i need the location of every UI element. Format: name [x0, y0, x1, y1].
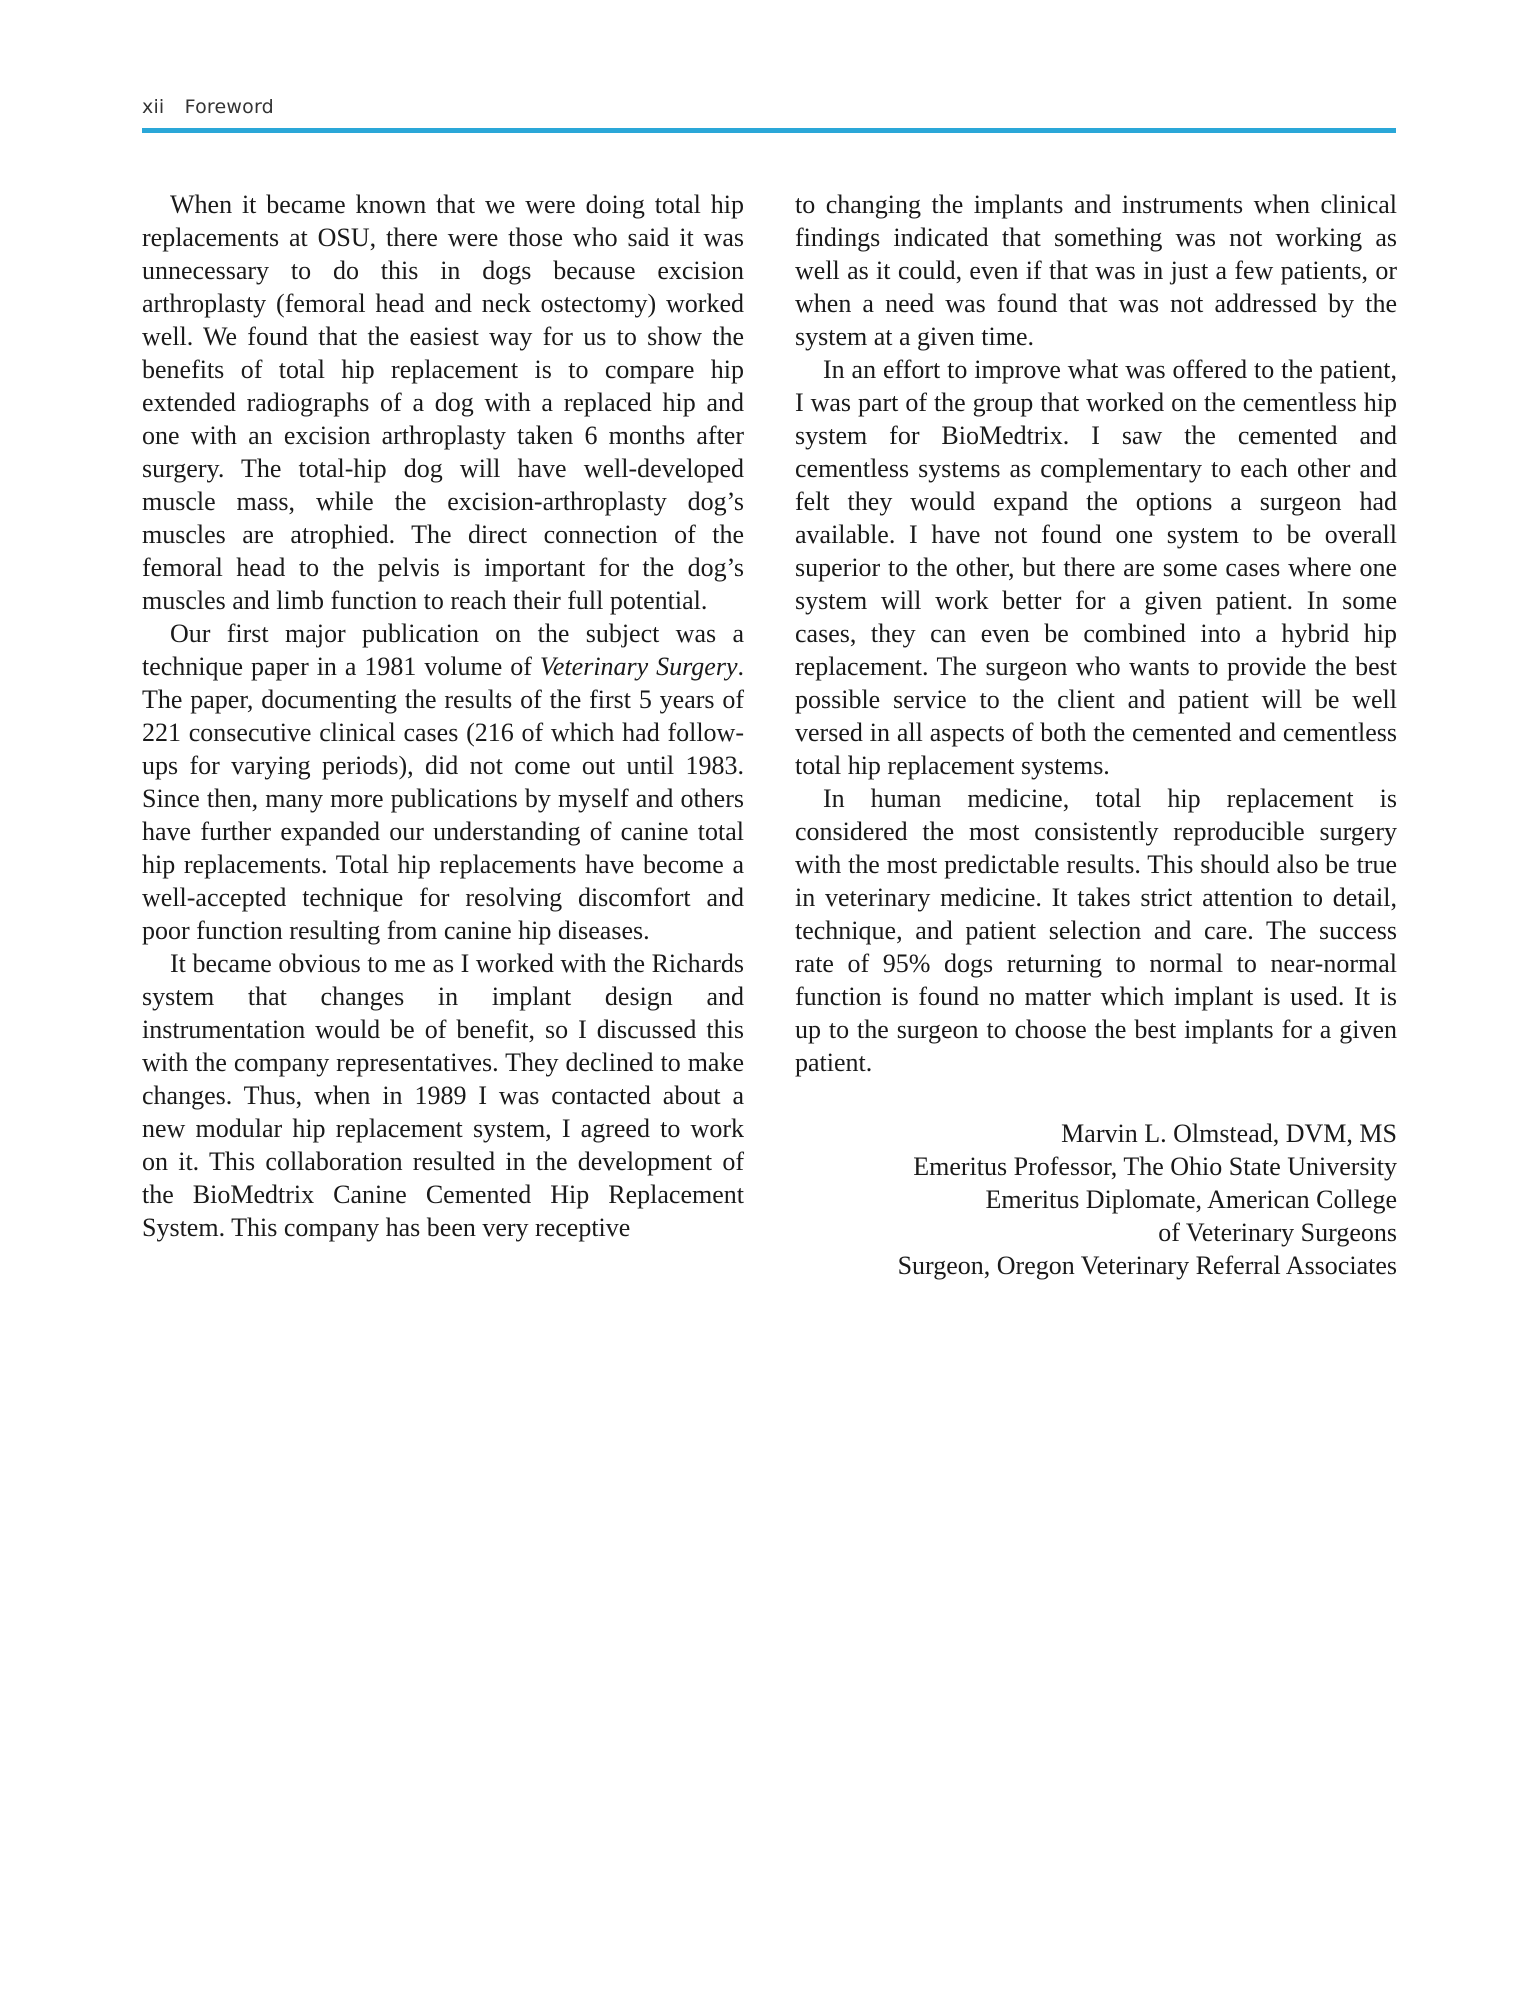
author-affiliation: Surgeon, Oregon Veterinary Referral Associates	[897, 1251, 1397, 1280]
author-affiliation: Emeritus Professor, The Ohio State University	[913, 1152, 1397, 1181]
header-rule	[142, 128, 1396, 133]
paragraph-human-medicine: In human medicine, total hip replacement is considered the most consistently reproducible surgery with the most predictable results. This should also be true in veterinary medicine. It takes strict attention to detail, technique, and patient selection and care. The success rate of 95% dogs returning to normal to near-normal function is found no matter which implant is used. It is up to the surgeon to choose the best implants for a given patient.	[795, 784, 1397, 1077]
paragraph-cementless-system: In an effort to improve what was offered to the patient, I was part of the group that worked on the cementless hip system for BioMedtrix. I saw the cemented and cementless systems as complementary to each other and felt they would expand the options a surgeon had available. I have not found one system to be overall superior to the other, but there are some cases where one system will work better for a given patient. In some cases, they can even be combined into a hybrid hip replacement. The surgeon who wants to provide the best possible service to the client and patient will be well versed in all aspects of both the cemented and cementless total hip replacement systems.	[795, 355, 1397, 780]
author-affiliation: Emeritus Diplomate, American College	[985, 1185, 1397, 1214]
paragraph-osu-hip-replacements: When it became known that we were doing total hip replacements at OSU, there were those who said it was unnecessary to do this in dogs because excision arthroplasty (femoral head and neck ostectomy) worked well. We found that the easiest way for us to show the benefits of total hip replacement is to compare hip extended radiographs of a dog with a replaced hip and one with an excision arthroplasty taken 6 months after surgery. The total-hip dog will have well-developed muscle mass, while the excision-arthroplasty dog’s muscles are atrophied. The direct connection of the femoral head to the pelvis is important for the dog’s muscles and limb function to reach their full potential.	[142, 190, 744, 615]
paragraph-text: Our first major publication on the subject was a technique paper in a 1981 volume of	[142, 619, 744, 681]
author-affiliation: of Veterinary Surgeons	[1158, 1218, 1397, 1247]
paragraph-text: . The paper, documenting the results of the first 5 years of 221 consecutive clinical cases (216 of which had follow-ups for varying periods), did not come out until 1983. Since then, many more publications by myself and others have further expanded our understanding of canine total hip replacements. Total hip replacements have become a well-accepted technique for resolving discomfort and poor function resulting from canine hip diseases.	[142, 652, 744, 945]
running-head	[142, 96, 274, 118]
left-column	[142, 188, 744, 1244]
section-title: Foreword	[184, 96, 274, 118]
journal-title: Veterinary Surgery	[539, 652, 738, 681]
paragraph-first-publication	[142, 617, 744, 947]
author-name: Marvin L. Olmstead, DVM, MS	[1061, 1119, 1397, 1148]
page-number: xii	[142, 96, 165, 118]
paragraph-richards-system: It became obvious to me as I worked with the Richards system that changes in implant design and instrumentation would be of benefit, so I discussed this with the company representatives. They declined to make changes. Thus, when in 1989 I was contacted about a new modular hip replacement system, I agreed to work on it. This collaboration resulted in the development of the BioMedtrix Canine Cemented Hip Replacement System. This company has been very receptive	[142, 949, 744, 1242]
right-column	[795, 188, 1397, 1282]
signature-block	[795, 1117, 1397, 1282]
paragraph-continued: to changing the implants and instruments when clinical findings indicated that something was not working as well as it could, even if that was in just a few patients, or when a need was found that was not addressed by the system at a given time.	[795, 190, 1397, 351]
